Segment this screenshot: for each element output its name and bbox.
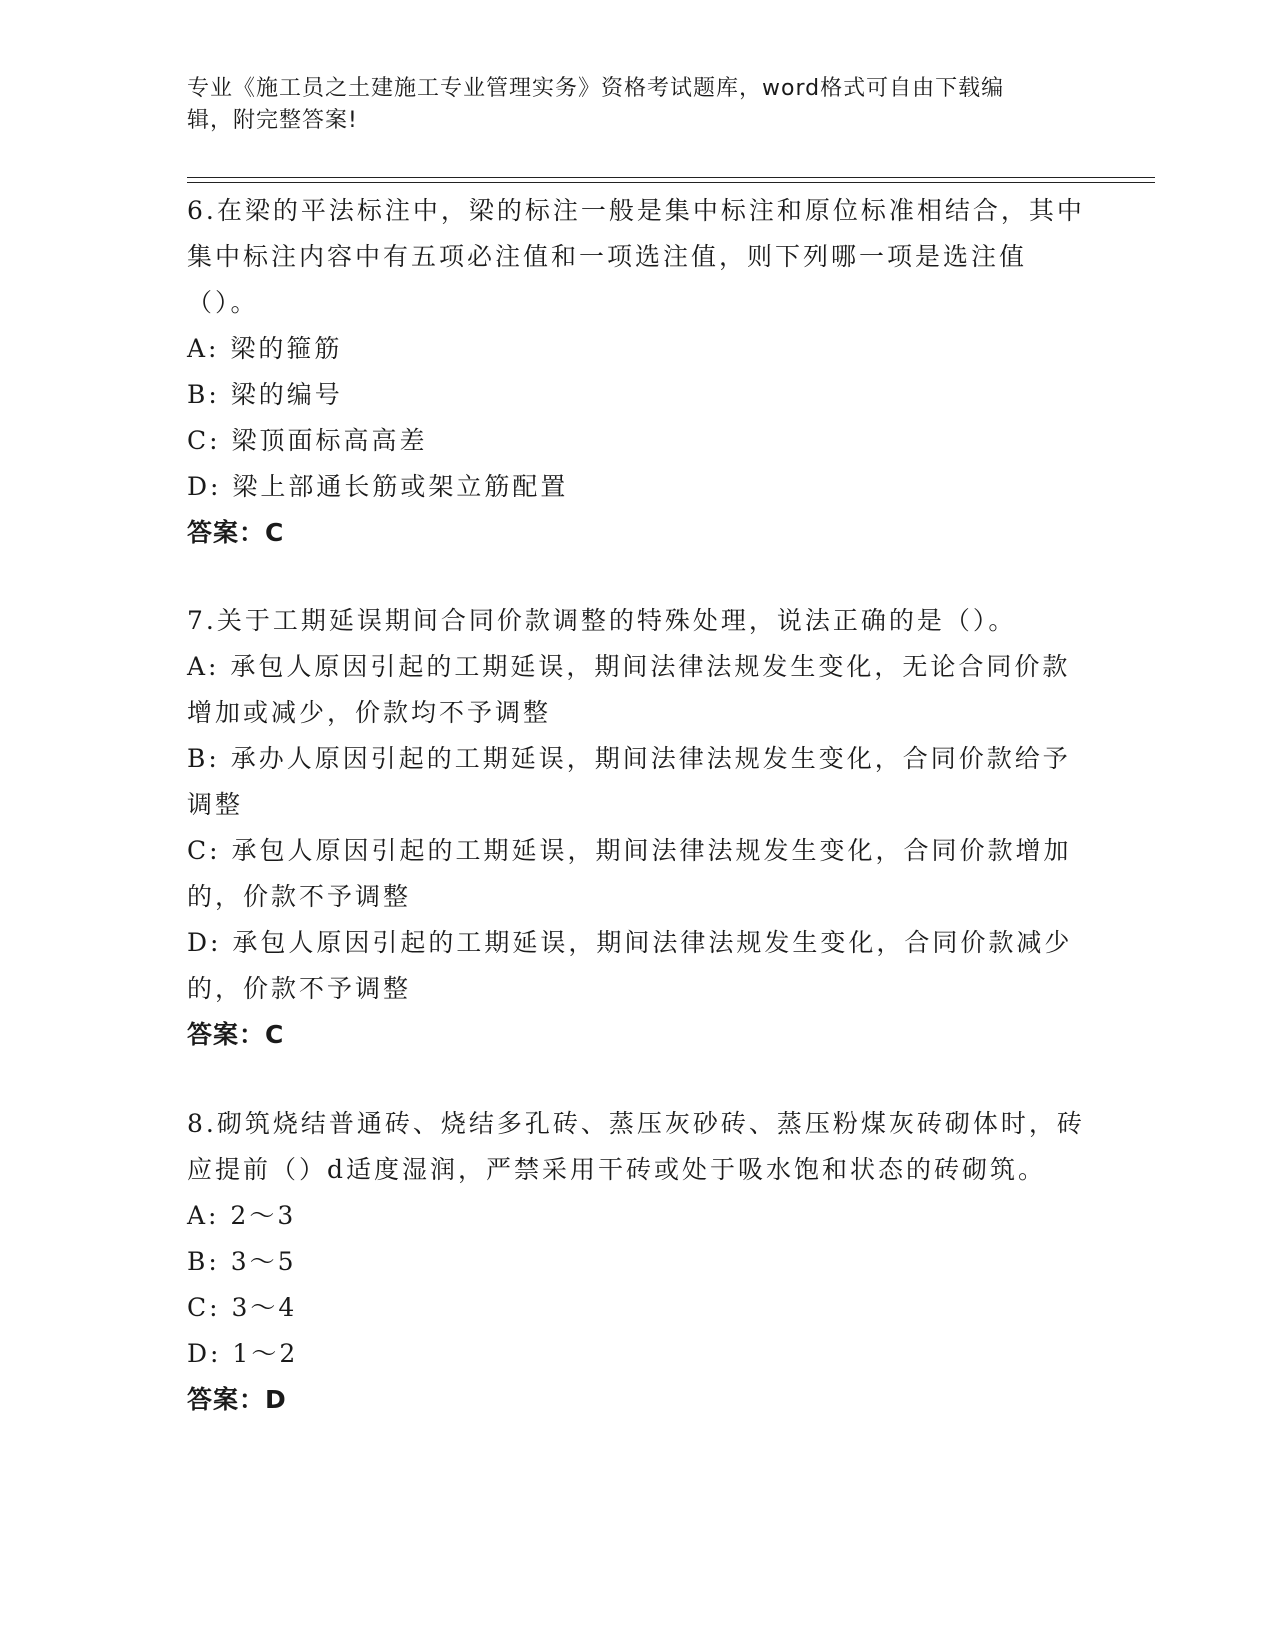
question-stem: 6.在梁的平法标注中，梁的标注一般是集中标注和原位标准相结合，其中集中标注内容中有五项必注值和一项选注值，则下列哪一项是选注值（）。: [187, 196, 1085, 317]
option-c: C: 承包人原因引起的工期延误，期间法律法规发生变化，合同价款增加的，价款不予调整: [187, 836, 1072, 911]
option-a: A: 梁的箍筋: [187, 334, 343, 363]
option-d: D: 梁上部通长筋或架立筋配置: [187, 472, 569, 501]
question-stem: 8.砌筑烧结普通砖、烧结多孔砖、蒸压灰砂砖、蒸压粉煤灰砖砌体时，砖应提前（）d适度湿润，严禁采用干砖或处于吸水饱和状态的砖砌筑。: [187, 1109, 1085, 1184]
answer-label: 答案：C: [187, 518, 285, 547]
answer-label: 答案：D: [187, 1385, 287, 1414]
option-a: A: 2～3: [187, 1201, 297, 1230]
header-divider-bottom: [187, 182, 1155, 183]
question-8: [187, 1101, 1087, 1423]
document-header: [187, 73, 1087, 137]
question-stem: 7.关于工期延误期间合同价款调整的特殊处理，说法正确的是（）。: [187, 606, 1017, 635]
header-divider-top: [187, 177, 1155, 178]
option-d: D: 1～2: [187, 1339, 299, 1368]
option-a: A: 承包人原因引起的工期延误，期间法律法规发生变化，无论合同价款增加或减少，价款均不予调整: [187, 652, 1071, 727]
option-c: C: 梁顶面标高高差: [187, 426, 428, 455]
option-b: B: 3～5: [187, 1247, 297, 1276]
header-line-2: 辑，附完整答案!: [187, 108, 358, 133]
question-6: [187, 188, 1087, 556]
option-b: B: 梁的编号: [187, 380, 343, 409]
option-c: C: 3～4: [187, 1293, 298, 1322]
option-b: B: 承办人原因引起的工期延误，期间法律法规发生变化，合同价款给予调整: [187, 744, 1071, 819]
header-line-1: 专业《施工员之土建施工专业管理实务》资格考试题库，word格式可自由下载编: [187, 76, 1005, 101]
option-d: D: 承包人原因引起的工期延误，期间法律法规发生变化，合同价款减少的，价款不予调整: [187, 928, 1073, 1003]
answer-label: 答案：C: [187, 1020, 285, 1049]
question-7: [187, 598, 1087, 1058]
